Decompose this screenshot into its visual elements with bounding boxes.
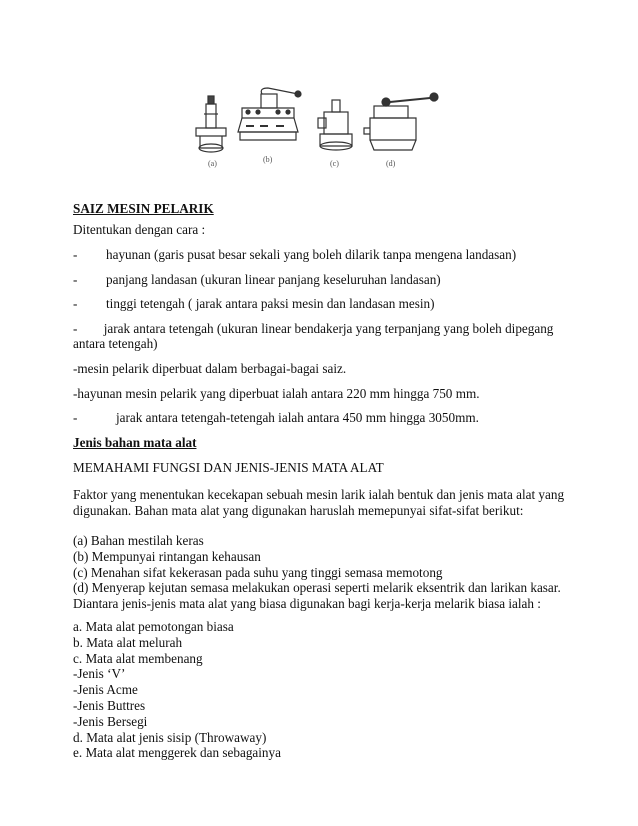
caption-c: (c)	[330, 159, 339, 168]
list-item: (d) Menyerap kejutan semasa melakukan operasi seperti melarik eksentrik dan larikan kasar.	[73, 580, 561, 596]
list-item: -Jenis Bersegi	[73, 713, 148, 729]
section-title-jenis: Jenis bahan mata alat	[73, 435, 197, 450]
list-item-line2: antara tetengah)	[73, 336, 158, 351]
list-item: Diantara jenis-jenis mata alat yang biasa digunakan bagi kerja-kerja melarik biasa ialah :	[73, 596, 541, 612]
list-item: -Jenis Buttres	[73, 697, 146, 713]
caption-a: (a)	[208, 159, 217, 168]
section-subtitle: MEMAHAMI FUNGSI DAN JENIS-JENIS MATA ALAT	[73, 460, 384, 475]
list-item: tinggi tetengah ( jarak antara paksi mesin dan landasan mesin)	[106, 296, 435, 311]
tool-post-d-drawing	[364, 93, 438, 150]
tools-list	[73, 619, 573, 761]
bullet-marker: -	[73, 296, 78, 311]
list-item: d. Mata alat jenis sisip (Throwaway)	[73, 729, 267, 745]
list-item-line1: - jarak antara tetengah (ukuran linear bendakerja yang terpanjang yang boleh dipegang	[73, 321, 554, 336]
intro-text: Ditentukan dengan cara :	[73, 222, 206, 237]
list-item: (b) Mempunyai rintangan kehausan	[73, 548, 261, 564]
list-item: panjang landasan (ukuran linear panjang keseluruhan landasan)	[106, 272, 441, 287]
bullet-marker: -	[73, 272, 78, 287]
paragraph	[73, 487, 573, 519]
tool-post-a-drawing	[196, 96, 226, 152]
list-item: c. Mata alat membenang	[73, 650, 203, 666]
list-item: e. Mata alat menggerek dan sebagainya	[73, 745, 281, 761]
list-item: (a) Bahan mestilah keras	[73, 533, 204, 548]
section-title-saiz: SAIZ MESIN PELARIK	[73, 201, 214, 216]
note-text: jarak antara tetengah-tetengah ialah antara 450 mm hingga 3050mm.	[116, 410, 479, 425]
tool-post-c-drawing	[318, 100, 352, 150]
bullet-marker: -	[73, 247, 78, 262]
list-item: (c) Menahan sifat kekerasan pada suhu yang tinggi semasa memotong	[73, 564, 443, 580]
bullet-marker: -	[73, 410, 78, 425]
paragraph-line: Faktor yang menentukan kecekapan sebuah mesin larik ialah bentuk dan jenis mata alat yang	[73, 487, 565, 502]
caption-d: (d)	[386, 159, 396, 168]
list-item: b. Mata alat melurah	[73, 634, 183, 650]
list-item: a. Mata alat pemotongan biasa	[73, 619, 234, 634]
tool-post-illustration	[186, 82, 452, 170]
tool-post-b-drawing	[238, 88, 301, 140]
list-item: -Jenis Acme	[73, 682, 138, 698]
properties-list	[73, 533, 573, 612]
paragraph-line: digunakan. Bahan mata alat yang digunakan haruslah memepunyai sifat-sifat berikut:	[73, 502, 524, 518]
note-text: -hayunan mesin pelarik yang diperbuat ialah antara 220 mm hingga 750 mm.	[73, 386, 480, 401]
list-item: -Jenis ‘V’	[73, 666, 126, 682]
list-item: hayunan (garis pusat besar sekali yang boleh dilarik tanpa mengena landasan)	[106, 247, 517, 262]
caption-b: (b)	[263, 155, 273, 164]
tool-post-figure	[186, 82, 452, 170]
note-text: -mesin pelarik diperbuat dalam berbagai-bagai saiz.	[73, 361, 347, 376]
